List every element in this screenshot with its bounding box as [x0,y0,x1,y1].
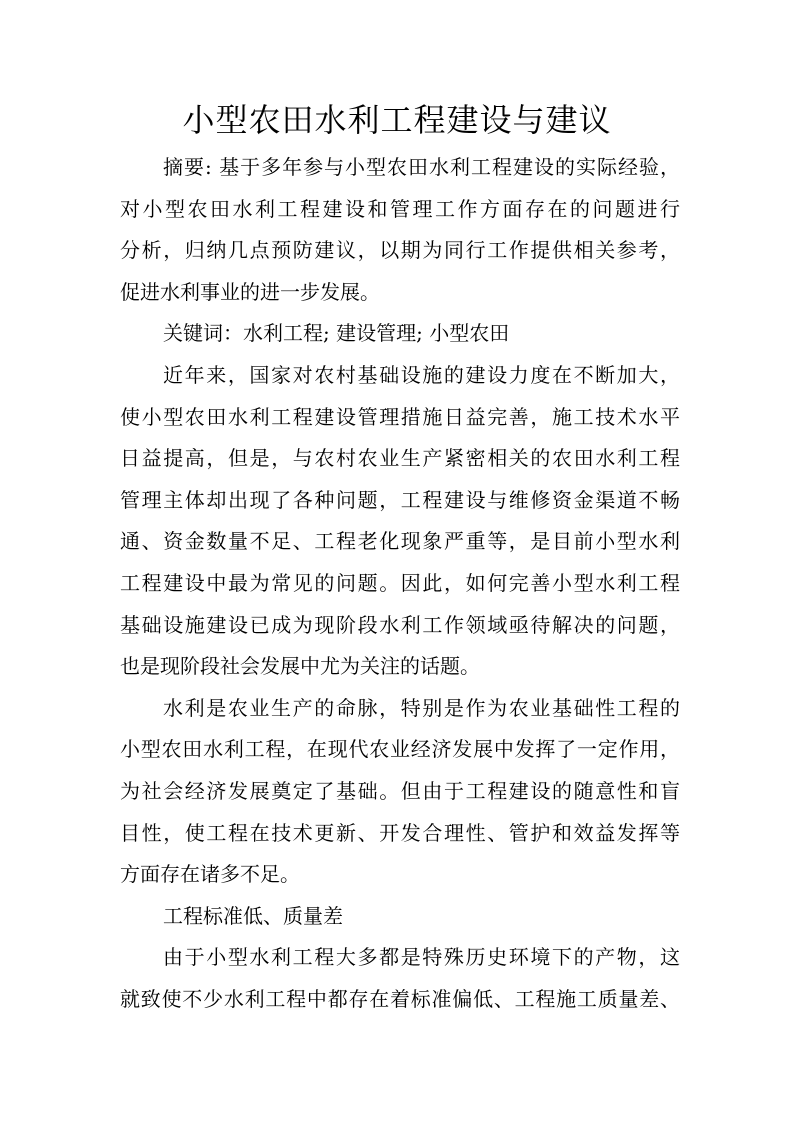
text-line: 促进水利事业的进一步发展。 [120,279,380,304]
text-line: 关键词：水利工程; 建设管理; 小型农田 [163,321,510,346]
text-line: 对小型农田水利工程建设和管理工作方面存在的问题进行 [120,196,680,221]
text-line: 为社会经济发展奠定了基础。但由于工程建设的随意性和盲 [120,778,680,803]
text-line: 工程建设中最为常见的问题。因此，如何完善小型水利工程 [120,570,680,595]
text-line: 由于小型水利工程大多都是特殊历史环境下的产物，这 [163,945,680,970]
text-line: 通、资金数量不足、工程老化现象严重等，是目前小型水利 [120,529,680,554]
text-line: 工程标准低、质量差 [163,903,343,928]
text-line: 就致使不少水利工程中都存在着标准偏低、工程施工质量差、 [120,986,680,1011]
text-line: 目性，使工程在技术更新、开发合理性、管护和效益发挥等 [120,820,680,845]
text-line: 水利是农业生产的命脉，特别是作为农业基础性工程的 [163,695,680,720]
text-line: 近年来，国家对农村基础设施的建设力度在不断加大， [163,362,680,387]
text-line: 使小型农田水利工程建设管理措施日益完善，施工技术水平 [120,404,680,429]
text-line: 基础设施建设已成为现阶段水利工作领域亟待解决的问题， [120,612,680,637]
document-title: 小型农田水利工程建设与建议 [182,101,612,139]
text-line: 管理主体却出现了各种问题，工程建设与维修资金渠道不畅 [120,487,680,512]
text-line: 分析，归纳几点预防建议，以期为同行工作提供相关参考， [120,238,680,263]
document-body [120,147,680,1020]
text-line: 小型农田水利工程，在现代农业经济发展中发挥了一定作用， [120,737,680,762]
text-line: 也是现阶段社会发展中尤为关注的话题。 [120,654,480,679]
text-line: 日益提高，但是，与农村农业生产紧密相关的农田水利工程 [120,446,680,471]
text-line: 方面存在诸多不足。 [120,862,300,887]
text-line: 摘要: 基于多年参与小型农田水利工程建设的实际经验， [163,155,680,179]
